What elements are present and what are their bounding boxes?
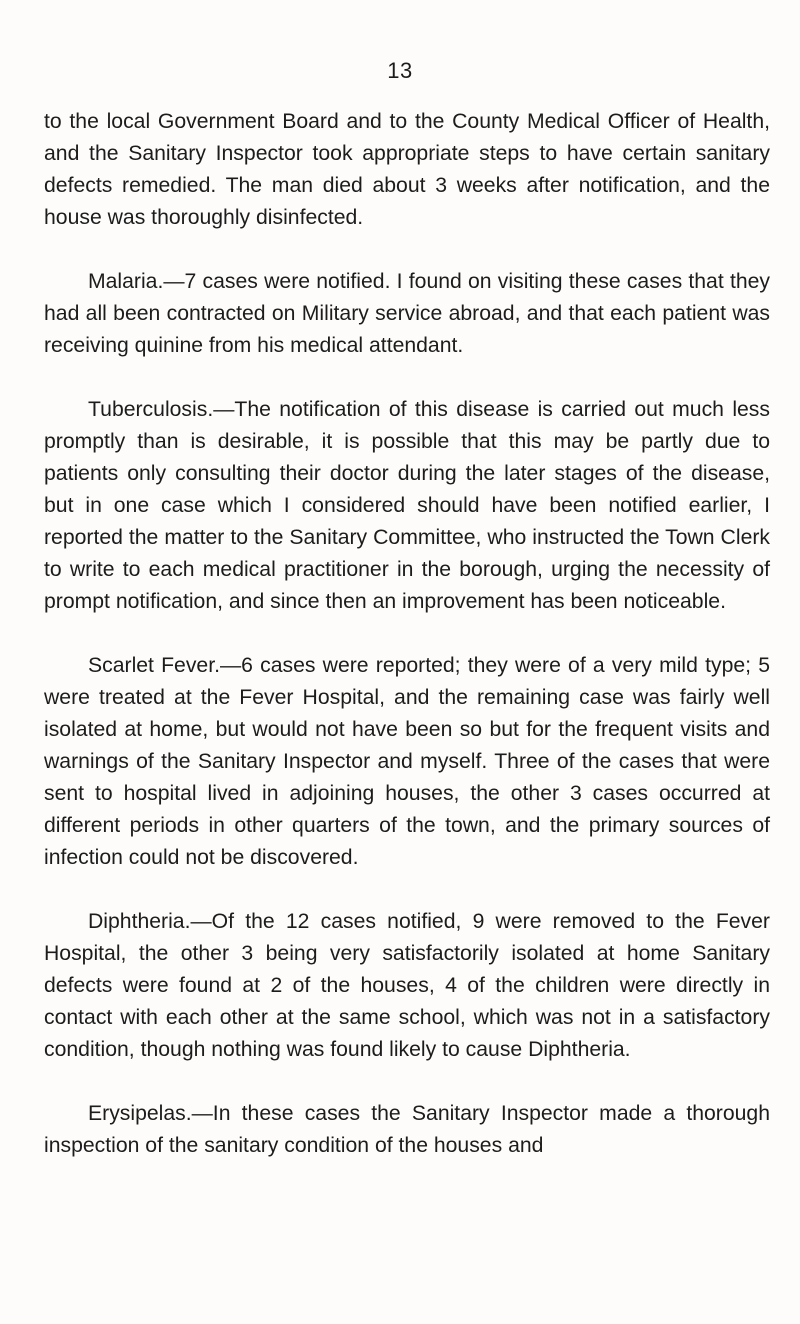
page-number: 13 (387, 58, 413, 83)
paragraph-text: to the local Government Board and to the County Medical Officer of Health, and the Sanitary Inspector took appropriate steps to have certain sanitary defects remedied. The man died about 3 weeks after notification, and the house was thoroughly disinfected. (44, 110, 770, 229)
paragraph-text: Tuberculosis.—The notification of this disease is carried out much less promptly than is desirable, it is possible that this may be partly due to patients only consulting their doctor during the later stages of the disease, but in one case which I considered should have been notified earlier, I reported the matter to the Sanitary Committee, who instructed the Town Clerk to write to each medical practitioner in the borough, urging the necessity of prompt notification, and since then an improvement has been noticeable. (44, 398, 770, 613)
paragraph-text: Diphtheria.—Of the 12 cases notified, 9 were removed to the Fever Hospital, the other 3 being very satisfactorily isolated at home Sanitary defects were found at 2 of the houses, 4 of the children were directly in contact with each other at the same school, which was not in a satisfactory condition, though nothing was found likely to cause Diphtheria. (44, 910, 770, 1061)
paragraph-malaria (44, 266, 770, 362)
paragraph-text: Malaria.—7 cases were notified. I found on visiting these cases that they had all been contracted on Military service abroad, and that each patient was receiving quinine from his medical attendant. (44, 270, 770, 357)
paragraph-tuberculosis (44, 394, 770, 618)
body-text (44, 106, 770, 1194)
paragraph-scarlet-fever (44, 650, 770, 874)
paragraph-erysipelas (44, 1098, 770, 1162)
paragraph-continuation (44, 106, 770, 234)
paragraph-diphtheria (44, 906, 770, 1066)
paragraph-text: Erysipelas.—In these cases the Sanitary Inspector made a thorough inspection of the sanitary condition of the houses and (44, 1102, 770, 1157)
paragraph-text: Scarlet Fever.—6 cases were reported; they were of a very mild type; 5 were treated at the Fever Hospital, and the remaining case was fairly well isolated at home, but would not have been so but for the frequent visits and warnings of the Sanitary Inspector and myself. Three of the cases that were sent to hospital lived in adjoining houses, the other 3 cases occurred at different periods in other quarters of the town, and the primary sources of infection could not be discovered. (44, 654, 770, 869)
